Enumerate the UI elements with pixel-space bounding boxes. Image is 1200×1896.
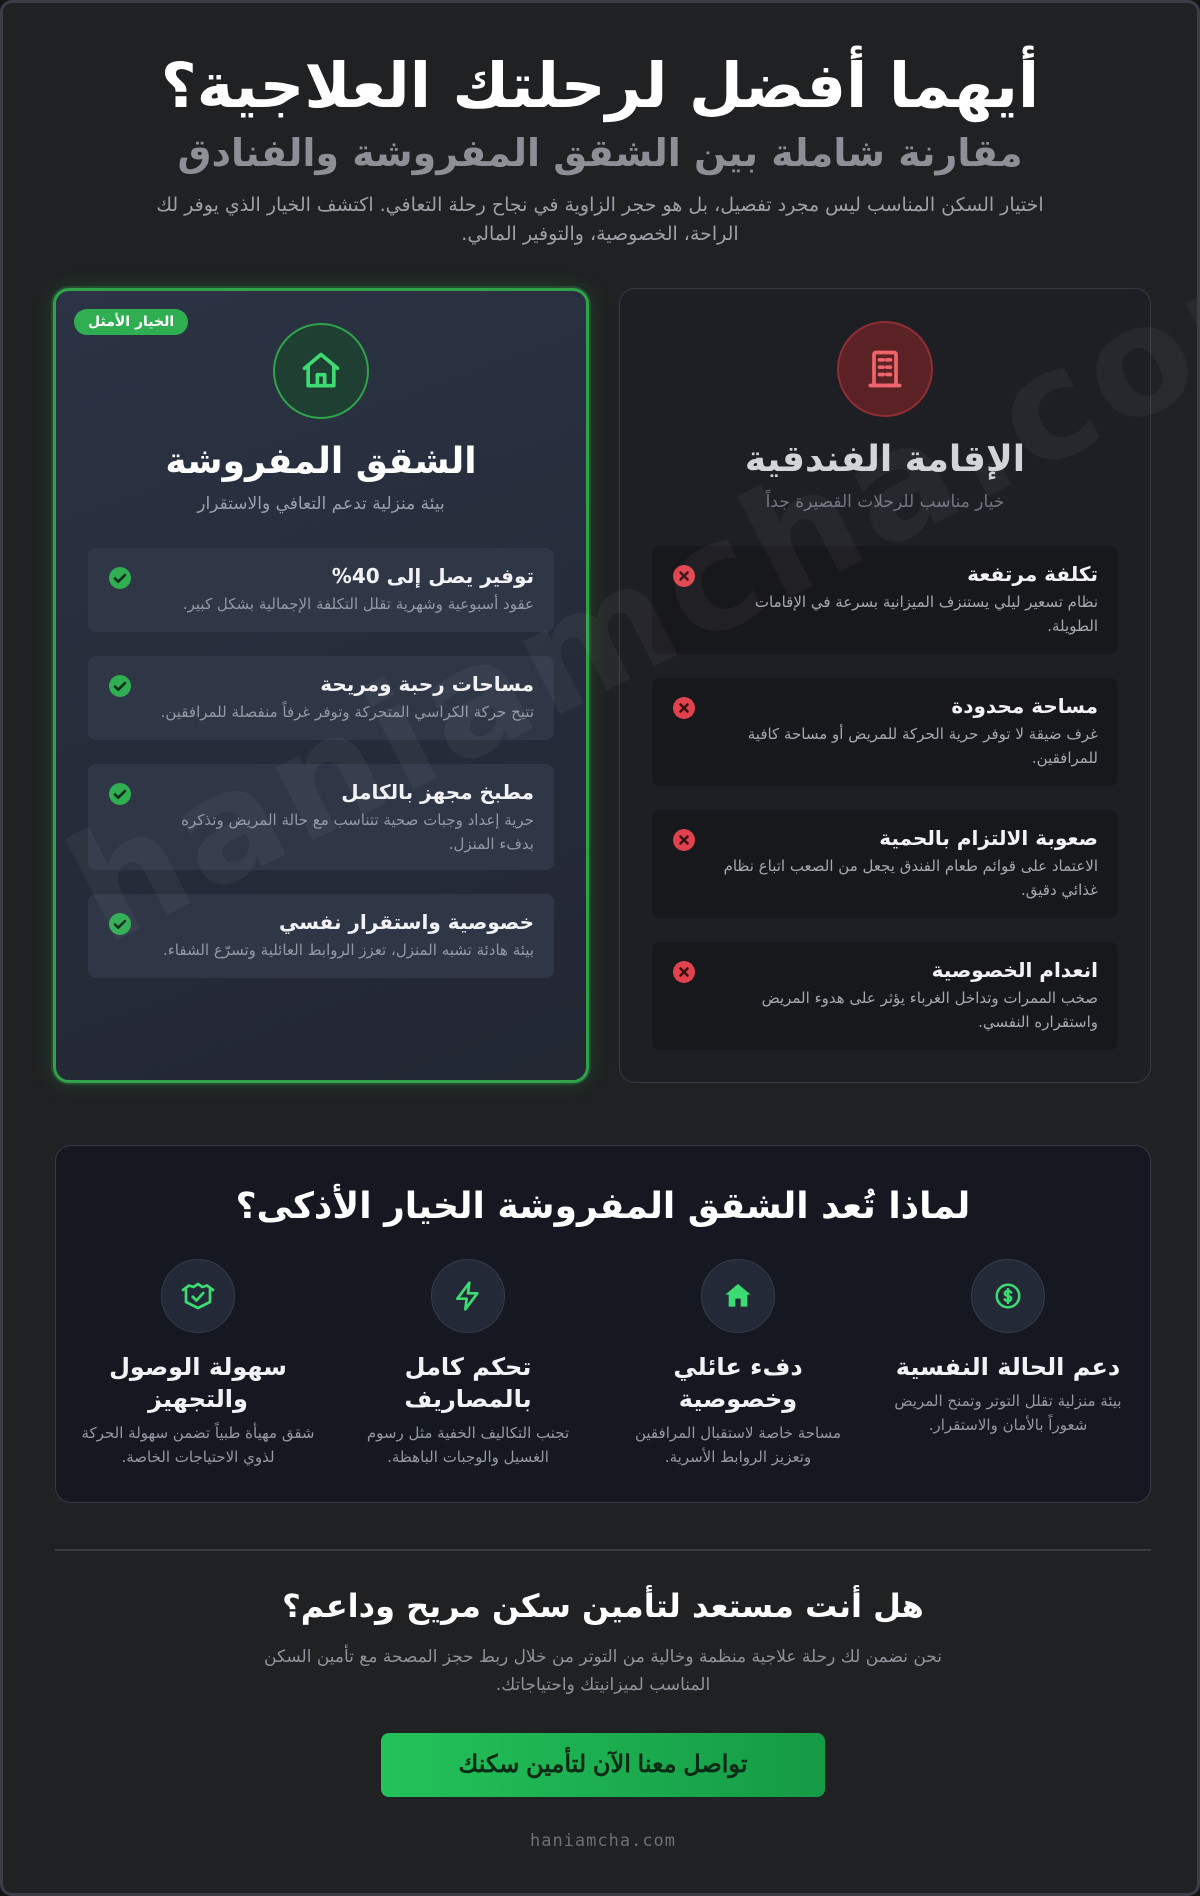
feature-title: دعم الحالة النفسية [895,1353,1121,1381]
why-section [55,1145,1151,1503]
apartments-card [53,288,589,1083]
best-choice-badge: الخيار الأمثل [74,309,188,335]
check-circle-icon [108,674,132,698]
hotel-subtitle: خيار مناسب للرحلات القصيرة جداً [765,492,1005,512]
building-icon [837,321,933,417]
feature-desc: بيئة منزلية تقلل التوتر وتمنح المريض شعوراً بالأمان والاستقرار. [894,1392,1122,1434]
cta-text: نحن نضمن لك رحلة علاجية منظمة وخالية من التوتر من خلال ربط حجز المصحة مع تأمين السكن المناسب لميزانيتك واحتياجاتك. [264,1647,942,1695]
x-circle-icon [672,564,696,588]
feature-item [888,1259,1128,1469]
cta-title: هل أنت مستعد لتأمين سكن مريح وداعم؟ [282,1587,924,1625]
benefit-item [88,548,554,632]
drawback-item [652,678,1118,786]
drawback-desc: الاعتماد على قوائم طعام الفندق يجعل من الصعب اتباع نظام غذائي دقيق. [723,857,1098,899]
cta-section [3,1577,1200,1851]
drawback-desc: غرف ضيقة لا توفر حرية الحركة للمريض أو مساحة كافية للمرافقين. [747,725,1098,767]
page-title: أيهما أفضل لرحلتك العلاجية؟ [160,49,1040,122]
drawback-title: تكلفة مرتفعة [967,562,1098,586]
intro-text: اختيار السكن المناسب ليس مجرد تفصيل، بل هو حجر الزاوية في نجاح رحلة التعافي. اكتشف الخيار الذي يوفر لك الراحة، الخصوصية، والتوفير المالي. [156,194,1044,245]
apartments-title: الشقق المفروشة [165,441,477,482]
drawback-item [652,942,1118,1050]
feature-title: تحكم كامل بالمصاريف [404,1353,532,1413]
benefit-title: مطبخ مجهز بالكامل [341,780,534,804]
features-list [56,1259,1150,1469]
x-circle-icon [672,960,696,984]
dollar-icon [971,1259,1045,1333]
home-icon [701,1259,775,1333]
hotel-card [619,288,1151,1083]
x-circle-icon [672,696,696,720]
apartments-subtitle: بيئة منزلية تدعم التعافي والاستقرار [197,494,445,514]
feature-title: سهولة الوصول والتجهيز [109,1353,287,1413]
comparison-cards [3,288,1200,1083]
drawback-desc: صخب الممرات وتداخل الغرباء يؤثر على هدوء المريض واستقراره النفسي. [761,989,1098,1031]
benefit-desc: تتيح حركة الكراسي المتحركة وتوفر غرفاً منفصلة للمرافقين. [160,703,534,721]
benefit-item [88,894,554,978]
why-title: لماذا تُعد الشقق المفروشة الخيار الأذكى؟ [235,1186,971,1227]
drawback-desc: نظام تسعير ليلي يستنزف الميزانية بسرعة في الإقامات الطويلة. [754,593,1098,635]
home-icon [273,323,369,419]
drawback-item [652,810,1118,918]
benefit-desc: بيئة هادئة تشبه المنزل، تعزز الروابط العائلية وتسرّع الشفاء. [162,941,534,959]
feature-desc: مساحة خاصة لاستقبال المرافقين وتعزيز الروابط الأسرية. [634,1424,841,1466]
handshake-icon [161,1259,235,1333]
drawback-title: انعدام الخصوصية [931,958,1098,982]
feature-item [78,1259,318,1469]
feature-title: دفء عائلي وخصوصية [673,1353,803,1413]
benefit-desc: عقود أسبوعية وشهرية تقلل التكلفة الإجمالية بشكل كبير. [182,595,534,613]
section-divider [55,1549,1151,1551]
drawback-item [652,546,1118,654]
check-circle-icon [108,912,132,936]
drawback-title: مساحة محدودة [951,694,1098,718]
footer-domain: haniamcha.com [529,1831,677,1851]
feature-desc: تجنب التكاليف الخفية مثل رسوم الغسيل والوجبات الباهظة. [366,1424,570,1466]
benefit-desc: حرية إعداد وجبات صحية تتناسب مع حالة المريض وتذكره بدفء المنزل. [181,811,534,853]
check-circle-icon [108,782,132,806]
benefit-item [88,656,554,740]
page-subtitle: مقارنة شاملة بين الشقق المفروشة والفنادق [177,131,1023,175]
feature-item [348,1259,588,1469]
feature-item [618,1259,858,1469]
page-header [3,3,1197,249]
contact-button[interactable]: تواصل معنا الآن لتأمين سكنك [381,1733,825,1797]
benefit-title: توفير يصل إلى 40% [331,564,534,588]
benefit-item [88,764,554,870]
check-circle-icon [108,566,132,590]
x-circle-icon [672,828,696,852]
benefit-title: خصوصية واستقرار نفسي [278,910,534,934]
drawback-title: صعوبة الالتزام بالحمية [879,826,1098,850]
hotel-title: الإقامة الفندقية [744,439,1026,480]
benefit-title: مساحات رحبة ومريحة [320,672,534,696]
hotel-drawbacks-list [620,546,1150,1050]
lightning-icon [431,1259,505,1333]
apartments-benefits-list [56,548,586,978]
feature-desc: شقق مهيأة طبياً تضمن سهولة الحركة لذوي الاحتياجات الخاصة. [81,1424,315,1466]
